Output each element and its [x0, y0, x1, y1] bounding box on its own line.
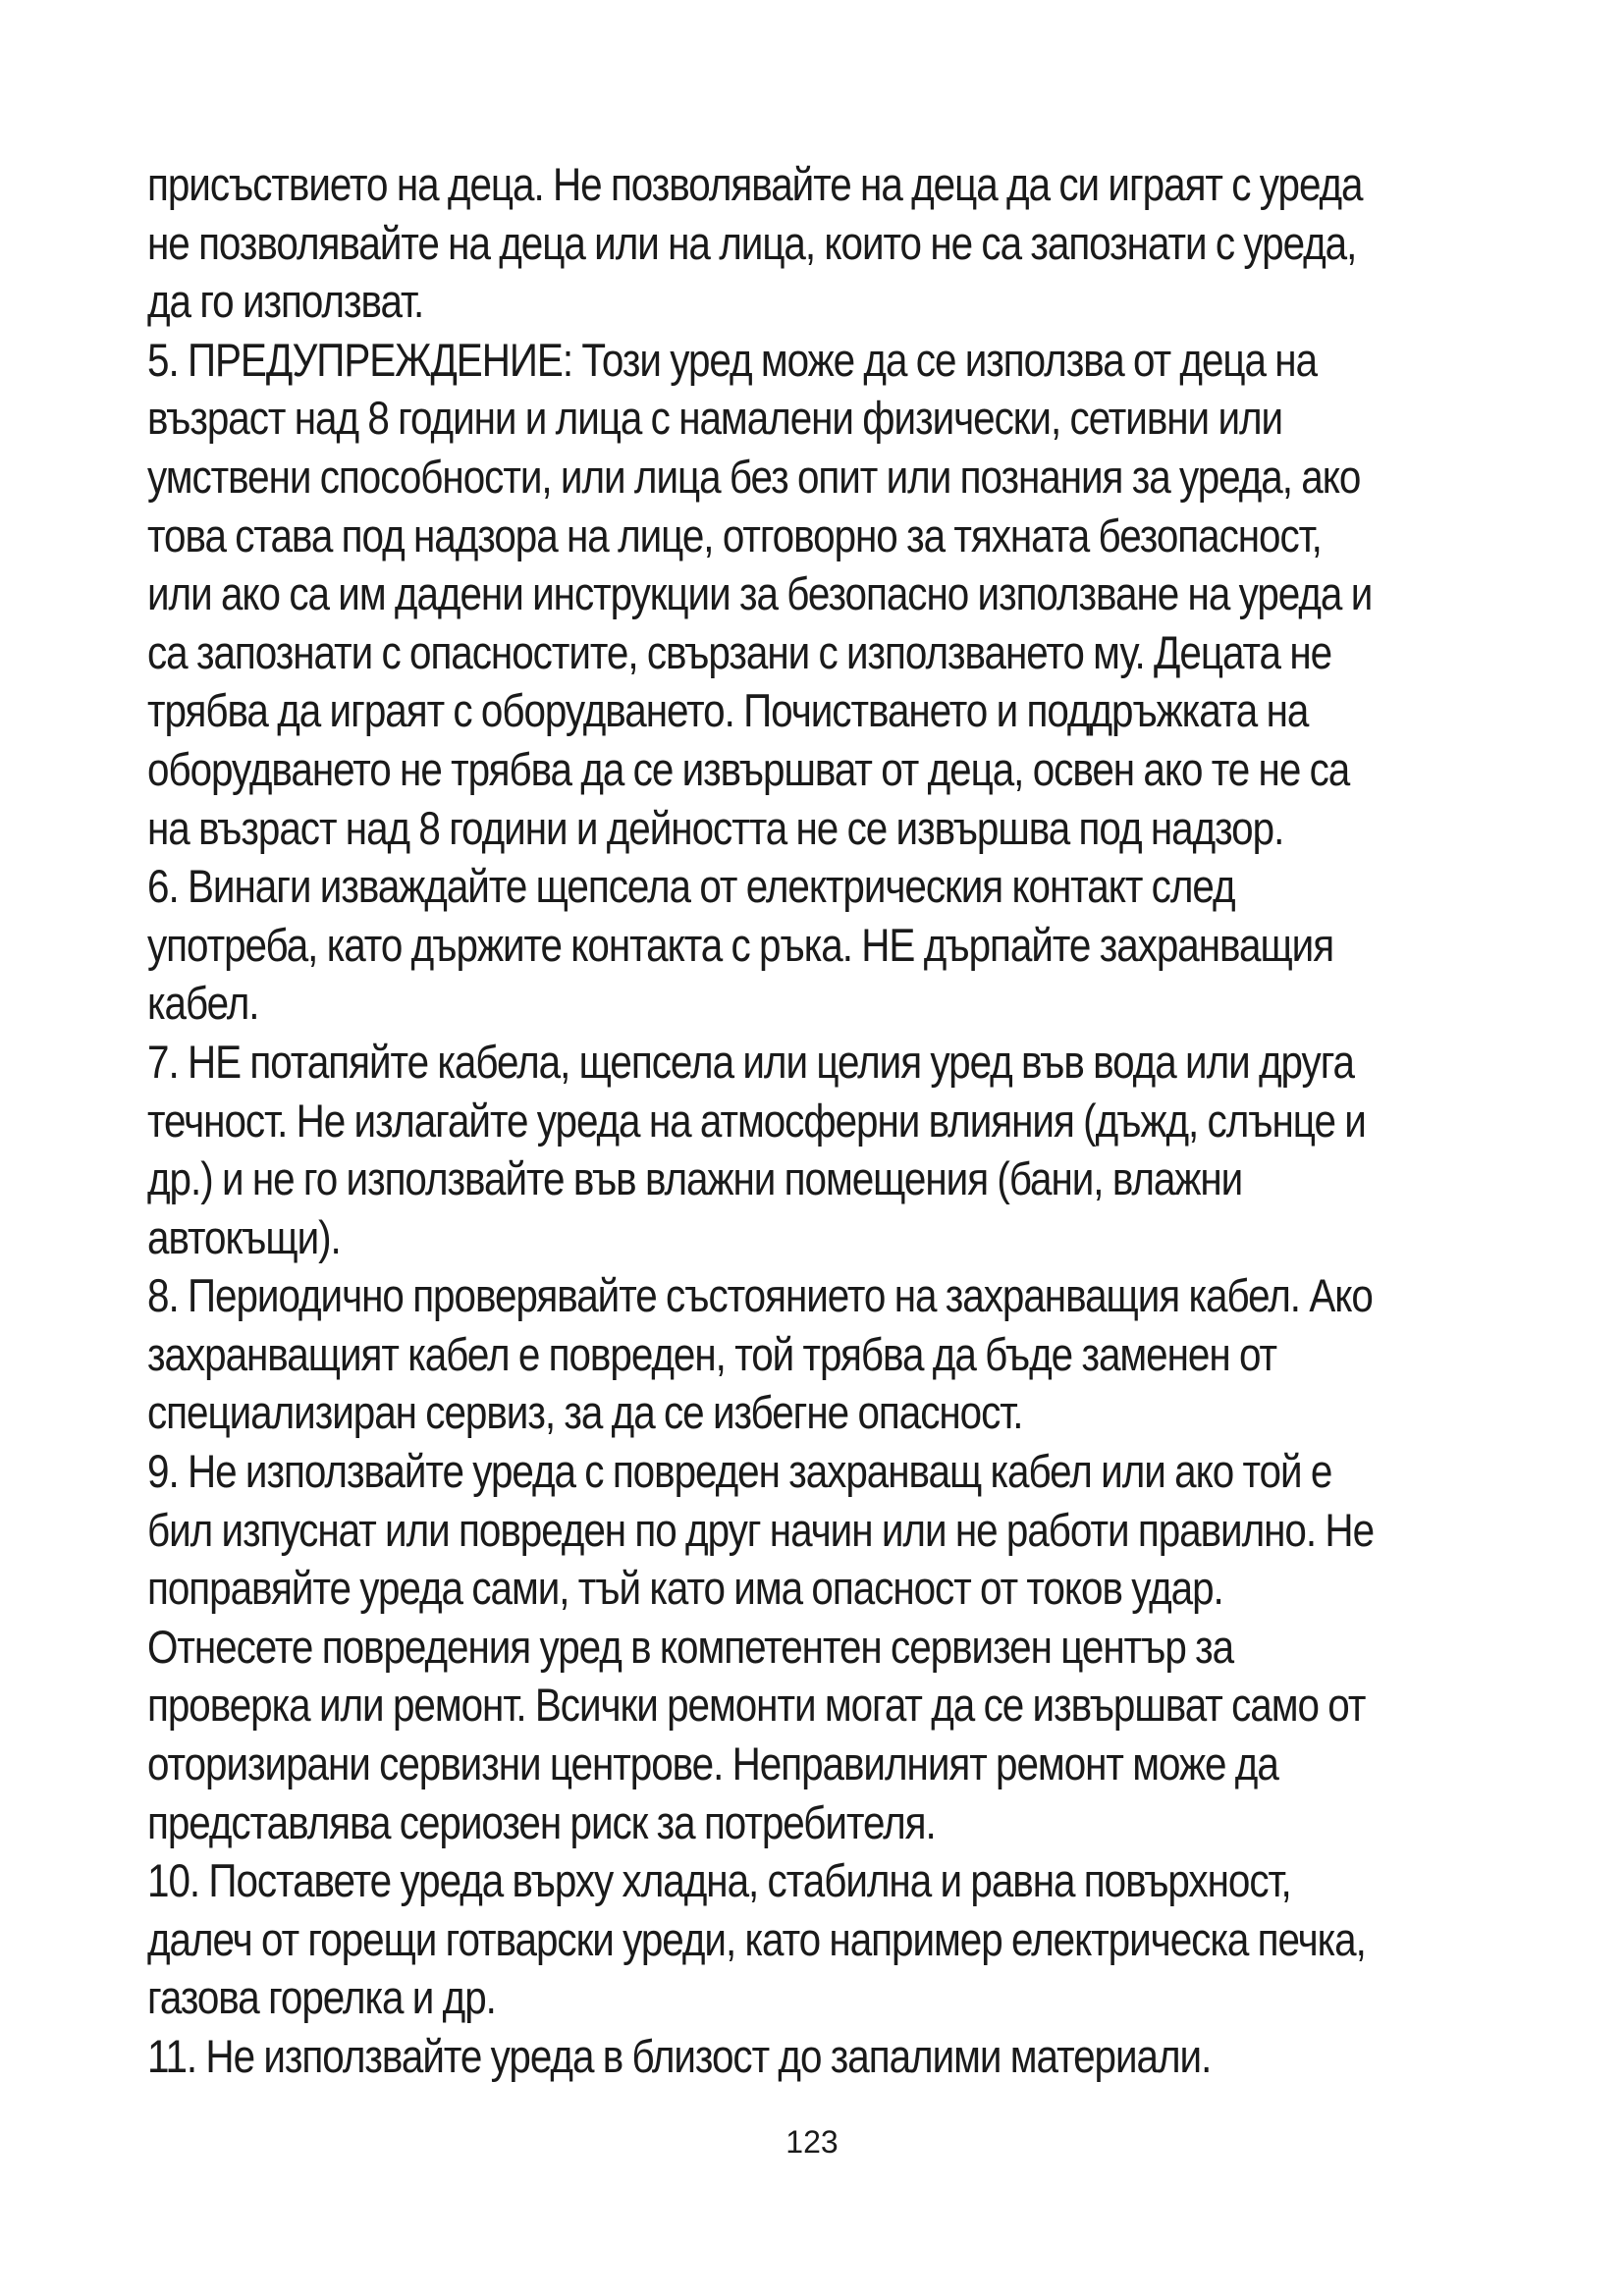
text-line: да го използват. — [147, 275, 424, 328]
text-line: бил изпуснат или повреден по друг начин или не работи правилно. Не — [147, 1503, 1375, 1556]
text-line: автокъщи). — [147, 1210, 341, 1263]
paragraph-item-11-flammables — [147, 2027, 1624, 2086]
text-line: течност. Не излагайте уреда на атмосферни влияния (дъжд, слънце и — [147, 1094, 1366, 1147]
text-line: или ако са им дадени инструкции за безопасно използване на уреда и — [147, 567, 1373, 620]
text-line: представлява сериозен риск за потребителя. — [147, 1795, 936, 1848]
page-number: 123 — [785, 2124, 839, 2160]
paragraph-item-7-water — [147, 1033, 1624, 1266]
text-line: умствени способности, или лица без опит или познания за уреда, ако — [147, 450, 1361, 503]
text-line: са запознати с опасностите, свързани с използването му. Децата не — [147, 625, 1332, 678]
text-line: Отнесете повредения уред в компетентен сервизен център за — [147, 1620, 1234, 1673]
text-line: др.) и не го използвайте във влажни помещения (бани, влажни — [147, 1152, 1243, 1205]
text-line: на възраст над 8 години и дейността не се извършва под надзор. — [147, 801, 1284, 854]
paragraph-item-10-placement — [147, 1851, 1624, 2027]
text-line: 9. Не използвайте уреда с повреден захранващ кабел или ако той е — [147, 1445, 1332, 1498]
text-line: оборудването не трябва да се извършват от деца, освен ако те не са — [147, 742, 1350, 795]
text-line: проверка или ремонт. Всички ремонти могат да се извършват само от — [147, 1679, 1366, 1732]
paragraph-item-8-cable-check — [147, 1266, 1624, 1442]
text-line: поправяйте уреда сами, тъй като има опасност от токов удар. — [147, 1562, 1223, 1615]
paragraph-item-6-unplug — [147, 857, 1624, 1033]
text-line: 10. Поставете уреда върху хладна, стабилна и равна повърхност, — [147, 1854, 1291, 1907]
text-line: 7. НЕ потапяйте кабела, щепсела или целия уред във вода или друга — [147, 1035, 1355, 1088]
text-line: специализиран сервиз, за да се избегне опасност. — [147, 1386, 1023, 1439]
text-line: 5. ПРЕДУПРЕЖДЕНИЕ: Този уред може да се използва от деца на — [147, 333, 1318, 386]
text-line: това става под надзора на лице, отговорно за тяхната безопасност, — [147, 508, 1322, 561]
paragraph-item-5-warning — [147, 331, 1624, 857]
paragraph-item-9-damaged-appliance — [147, 1442, 1624, 1851]
text-line: оторизирани сервизни центрове. Неправилният ремонт може да — [147, 1737, 1278, 1790]
text-line: газова горелка и др. — [147, 1971, 496, 2024]
paragraph-continuation-children — [147, 155, 1624, 331]
document-body — [147, 155, 1375, 2086]
text-line: употреба, като държите контакта с ръка. НЕ дърпайте захранващия — [147, 918, 1334, 971]
text-line: не позволявайте на деца или на лица, които не са запознати с уреда, — [147, 216, 1357, 269]
text-line: 6. Винаги изваждайте щепсела от електрическия контакт след — [147, 860, 1235, 913]
text-line: далеч от горещи готварски уреди, като например електрическа печка, — [147, 1912, 1366, 1965]
text-line: 8. Периодично проверявайте състоянието на захранващия кабел. Ако — [147, 1269, 1373, 1322]
text-line: 11. Не използвайте уреда в близост до запалими материали. — [147, 2030, 1212, 2082]
text-line: кабел. — [147, 977, 259, 1030]
text-line: трябва да играят с оборудването. Почистването и поддръжката на — [147, 684, 1309, 737]
text-line: възраст над 8 години и лица с намалени физически, сетивни или — [147, 392, 1283, 445]
text-line: присъствието на деца. Не позволявайте на деца да си играят с уреда — [147, 158, 1363, 210]
text-line: захранващият кабел е повреден, той трябва да бъде заменен от — [147, 1327, 1277, 1380]
